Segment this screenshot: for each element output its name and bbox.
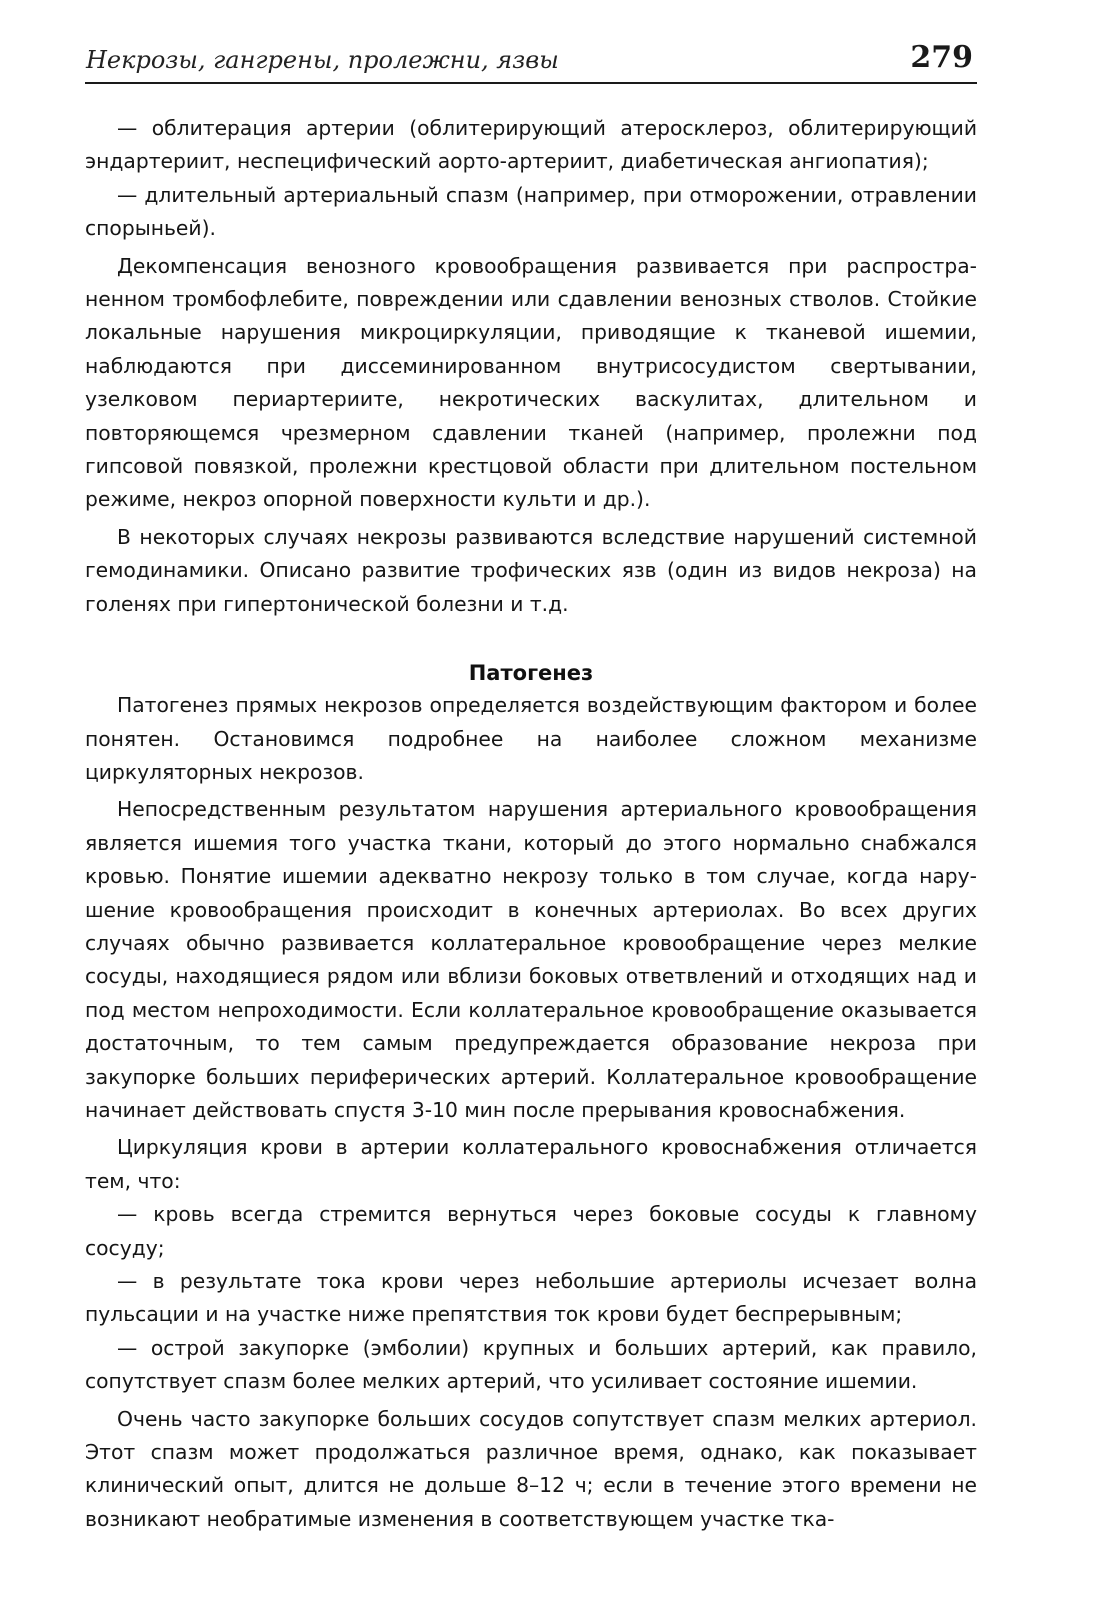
page-number: 279: [910, 40, 973, 75]
list-item-spasm: — длительный артериальный спазм (например, при отморожении, отравлении спорыньей).: [85, 182, 977, 241]
paragraph-arteriole-spasm: Очень часто закупорке больших сосудов сопутствует спазм мелких артериол. Этот спазм может продолжаться различное время, однако, как показывает клинический опыт, длится не дольше 8–12 ч; если в течение этого времени не возникают необратимые изменения в соответствующем участке тка-: [85, 1406, 977, 1531]
list-item-embolism: — острой закупорке (эмболии) крупных и больших артерий, как правило, сопутствует спазм более мелких артерий, что усиливает состояние ишемии.: [85, 1335, 977, 1394]
running-title: Некрозы, гангрены, пролежни, язвы: [86, 46, 559, 74]
running-header: [85, 36, 977, 84]
list-item-pulsation: — в результате тока крови через небольшие артериолы исчезает волна пульсации и на участке ниже препятствия ток крови будет беспрерывным;: [85, 1269, 977, 1327]
paragraph-pathogenesis-intro: Патогенез прямых некрозов определяется воздействующим фактором и более понятен. Остановимся подробнее на наиболее сложном механизме циркуляторных некрозов.: [85, 693, 977, 784]
paragraph-venous-decompensation: Декомпенсация венозного кровообращения развивается при распространенном тромбофлебите, повреждении или сдавлении венозных стволов. Стойкие локальные нарушения микроциркуляции, приводящие к тканевой ишемии, наблюдаются при диссеминированном внутрисосудистом свертывании, узелковом периартериите, некротических васкулитах, длительном и повторяющемся чрезмерном сдавлении тканей (например, пролежни под гипсовой повязкой, пролежни крестцовой области при длительном постельном режиме, некроз опорной поверхности культи и др.).: [85, 253, 977, 512]
list-item-obliteration: — облитерация артерии (облитерирующий атеросклероз, облитерирующий эндартериит, неспецифический аорто-артериит, диабетическая ангиопатия);: [85, 116, 977, 174]
body-text: [85, 112, 977, 1536]
paragraph-systemic-hemodynamics: В некоторых случаях некрозы развиваются вследствие нарушений системной гемодинамики. Описано развитие трофических язв (один из видов некроза) на голенях при гипертонической болезни и т.д.: [85, 524, 977, 616]
paragraph-ischemia: Непосредственным результатом нарушения артериального кровообращения является ишемия того участка ткани, который до этого нормально снабжался кровью. Понятие ишемии адекватно некрозу только в том случае, когда нарушение кровообращения происходит в конечных артериолах. Во всех других случаях обычно развивается коллатеральное кровообращение через мелкие сосуды, находящиеся рядом или вблизи боковых ответвлений и отходящих над и под местом непроходимости. Если коллатеральное кровообращение оказывается достаточным, то тем самым предупреждается образование некроза при закупорке больших периферических артерий. Коллатеральное кровообращение начинает действовать спустя 3-10 мин после прерывания кровоснабжения.: [85, 797, 977, 1122]
list-item-return: — кровь всегда стремится вернуться через боковые сосуды к главному сосуду;: [85, 1202, 977, 1260]
paragraph-circulation: Циркуляция крови в артерии коллатерального кровоснабжения отличается тем, что:: [85, 1135, 977, 1193]
book-page: [85, 36, 977, 1536]
section-heading: Патогенез: [468, 661, 594, 686]
